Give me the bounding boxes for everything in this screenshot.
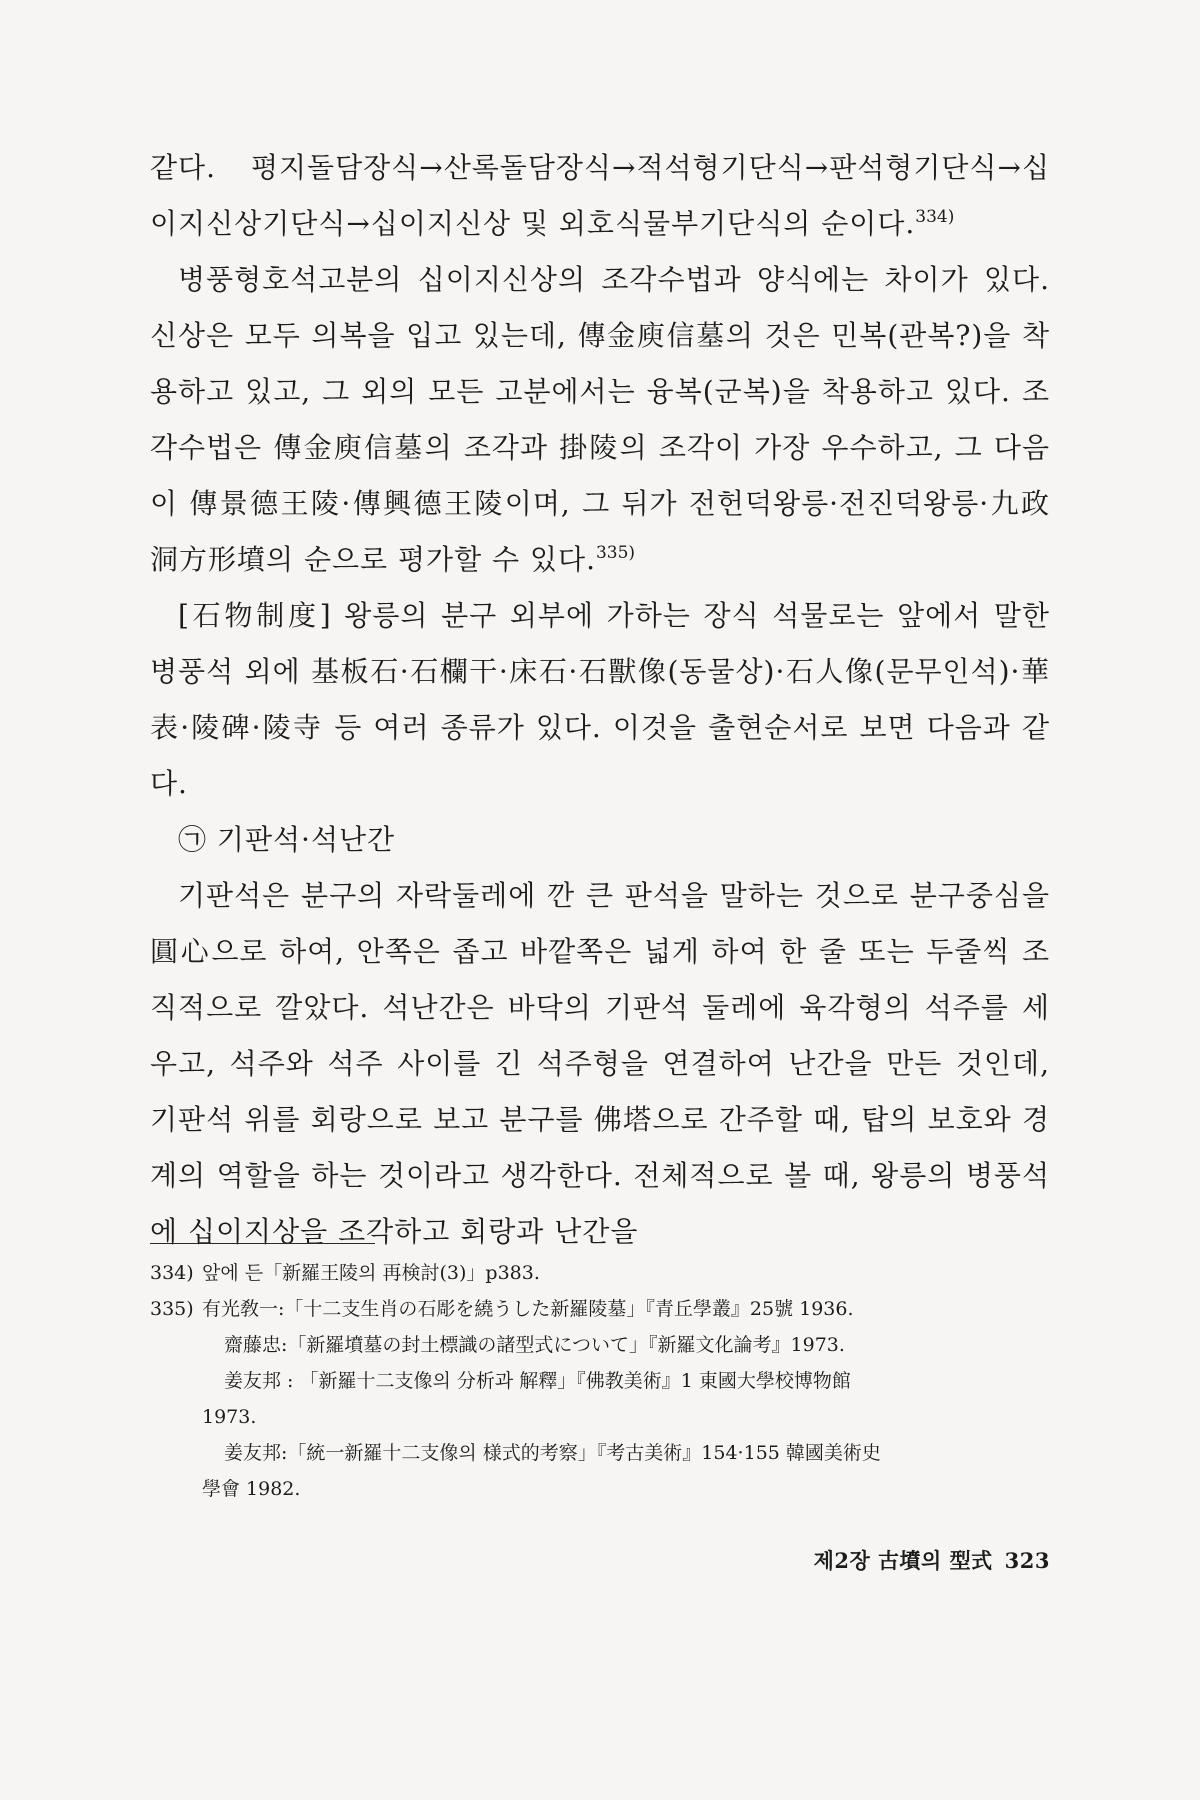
main-text <box>150 140 1050 1260</box>
chapter-title: 제2장 古墳의 型式 <box>813 1548 993 1573</box>
running-footer <box>814 1545 1050 1575</box>
footnote-ref-335: 335) <box>595 543 636 563</box>
footnote-body <box>202 1291 1050 1507</box>
paragraph-3: [石物制度] 왕릉의 분구 외부에 가하는 장식 석물로는 앞에서 말한 병풍석 외에 基板石·石欄干·床石·石獸像(동물상)·石人像(문무인석)·華表·陵碑·陵寺 등 여러 종류가 있다. 이것을 출현순서로 보면 다음과 같다. <box>150 599 1050 800</box>
footnote-334 <box>150 1255 1050 1291</box>
book-page <box>150 140 1050 1740</box>
footnote-body <box>202 1255 1050 1291</box>
footnote-number: 335) <box>150 1298 194 1320</box>
footnote-line: 앞에 든「新羅王陵의 再検討(3)」p383. <box>202 1262 540 1284</box>
paragraph-1 <box>150 140 1050 252</box>
footnote-line: 1973. <box>202 1406 257 1428</box>
paragraph-2 <box>150 252 1050 588</box>
footnote-ref-334: 334) <box>915 207 955 227</box>
footnote-line: 學會 1982. <box>202 1478 301 1500</box>
footnote-line: 姜友邦:「統一新羅十二支像의 様式的考察」『考古美術』154·155 韓國美術史 <box>224 1442 881 1464</box>
footnote-number: 334) <box>150 1262 194 1284</box>
section-heading: ㉠ 기판석·석난간 <box>178 823 396 856</box>
footnotes <box>150 1255 1050 1507</box>
footnote-line: 有光敎一:「十二支生肖の石彫を繞うした新羅陵墓」『青丘學叢』25號 1936. <box>202 1298 854 1320</box>
footnote-divider <box>150 1243 375 1244</box>
paragraph-4: 기판석은 분구의 자락둘레에 깐 큰 판석을 말하는 것으로 분구중심을 圓心으로 하여, 안쪽은 좁고 바깥쪽은 넓게 하여 한 줄 또는 두줄씩 조직적으로 깔았다. 석난간은 바닥의 기판석 둘레에 육각형의 석주를 세우고, 석주와 석주 사이를 긴 석주형을 연결하여 난간을 만든 것인데, 기판석 위를 회랑으로 보고 분구를 佛塔으로 간주할 때, 탑의 보호와 경계의 역할을 하는 것이라고 생각한다. 전체적으로 볼 때, 왕릉의 병풍석에 십이지상을 조각하고 회랑과 난간을 <box>150 879 1050 1248</box>
footnote-335 <box>150 1291 1050 1507</box>
footnote-line: 姜友邦 : 「新羅十二支像의 分析과 解釋」『佛教美術』1 東國大學校博物館 <box>224 1370 851 1392</box>
footnote-line: 齋藤忠:「新羅墳墓の封土標識の諸型式について」『新羅文化論考』1973. <box>224 1334 845 1356</box>
page-number: 323 <box>1004 1548 1050 1573</box>
paragraph-1-text: 같다. 평지돌담장식→산록돌담장식→적석형기단식→판석형기단식→십이지신상기단식→십이지신상 및 외호식물부기단식의 순이다. <box>150 151 1050 240</box>
paragraph-2-text: 병풍형호석고분의 십이지신상의 조각수법과 양식에는 차이가 있다. 신상은 모두 의복을 입고 있는데, 傳金庾信墓의 것은 민복(관복?)을 착용하고 있고, 그 외의 모든 고분에서는 융복(군복)을 착용하고 있다. 조각수법은 傳金庾信墓의 조각과 掛陵의 조각이 가장 우수하고, 그 다음이 傳景德王陵·傳興德王陵이며, 그 뒤가 전헌덕왕릉·전진덕왕릉·九政洞方形墳의 순으로 평가할 수 있다. <box>150 263 1050 576</box>
